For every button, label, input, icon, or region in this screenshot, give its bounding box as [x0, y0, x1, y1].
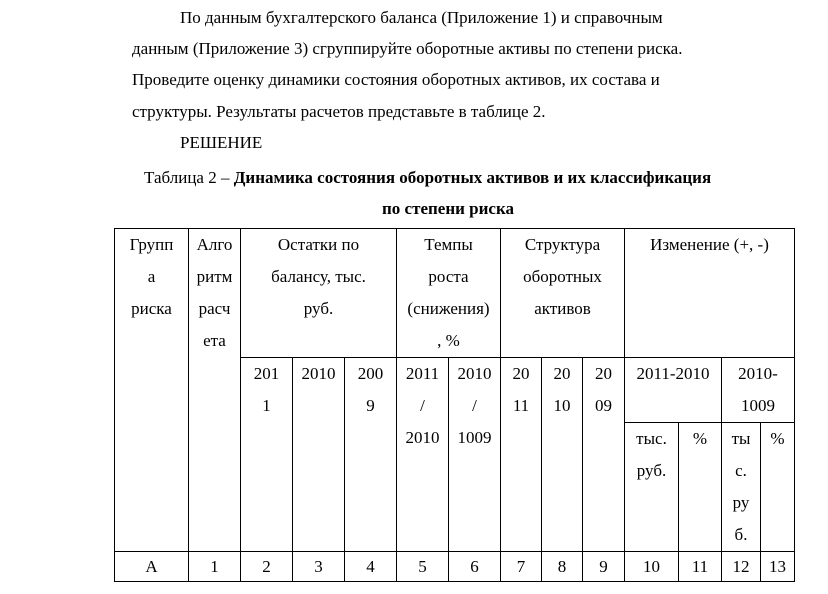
- header-rate-2010-1009: 2010 / 1009: [449, 358, 501, 552]
- column-number-cell: 11: [679, 552, 722, 582]
- column-number-cell: А: [115, 552, 189, 582]
- caption-prefix: Таблица 2 –: [144, 168, 234, 187]
- header-change-percent-2: %: [761, 423, 795, 552]
- column-number-cell: 4: [345, 552, 397, 582]
- header-growth-rates: Темпы роста (снижения) , %: [397, 229, 501, 358]
- header-year-2011: 201 1: [241, 358, 293, 552]
- column-number-cell: 8: [542, 552, 583, 582]
- caption-title-line-2: по степени риска: [382, 199, 514, 218]
- column-number-cell: 3: [293, 552, 345, 582]
- header-asset-structure: Структура оборотных активов: [501, 229, 625, 358]
- header-change-percent-1: %: [679, 423, 722, 552]
- column-number-cell: 2: [241, 552, 293, 582]
- table-caption: [144, 168, 711, 188]
- column-number-cell: 7: [501, 552, 542, 582]
- header-rate-2011-2010: 2011 / 2010: [397, 358, 449, 552]
- header-structure-2009: 20 09: [583, 358, 625, 552]
- paragraph-line-1: По данным бухгалтерского баланса (Приложение 1) и справочным: [180, 8, 663, 27]
- paragraph-line-4: структуры. Результаты расчетов представьте в таблице 2.: [132, 102, 546, 121]
- header-algorithm: Алго ритм расч ета: [189, 229, 241, 552]
- column-number-cell: 13: [761, 552, 795, 582]
- solution-label: РЕШЕНИЕ: [180, 133, 263, 152]
- asset-classification-table: [114, 228, 795, 582]
- header-change-2011-2010: 2011-2010: [625, 358, 722, 423]
- header-structure-2011: 20 11: [501, 358, 542, 552]
- caption-title-line-1: Динамика состояния оборотных активов и их классификация: [233, 168, 712, 187]
- column-number-cell: 9: [583, 552, 625, 582]
- header-change: Изменение (+, -): [625, 229, 795, 358]
- column-number-cell: 6: [449, 552, 501, 582]
- header-change-2010-1009: 2010- 1009: [722, 358, 795, 423]
- header-change-tys-rub-1: тыс. руб.: [625, 423, 679, 552]
- header-risk-group: Групп а риска: [115, 229, 189, 552]
- column-number-cell: 10: [625, 552, 679, 582]
- column-number-cell: 1: [189, 552, 241, 582]
- header-change-tys-rub-2: ты с. ру б.: [722, 423, 761, 552]
- paragraph-line-2: данным (Приложение 3) сгруппируйте оборотные активы по степени риска.: [132, 39, 683, 58]
- header-balance-remainders: Остатки по балансу, тыс. руб.: [241, 229, 397, 358]
- column-number-cell: 5: [397, 552, 449, 582]
- column-number-cell: 12: [722, 552, 761, 582]
- header-year-2009: 200 9: [345, 358, 397, 552]
- header-year-2010: 2010: [293, 358, 345, 552]
- header-structure-2010: 20 10: [542, 358, 583, 552]
- paragraph-line-3: Проведите оценку динамики состояния оборотных активов, их состава и: [132, 70, 660, 89]
